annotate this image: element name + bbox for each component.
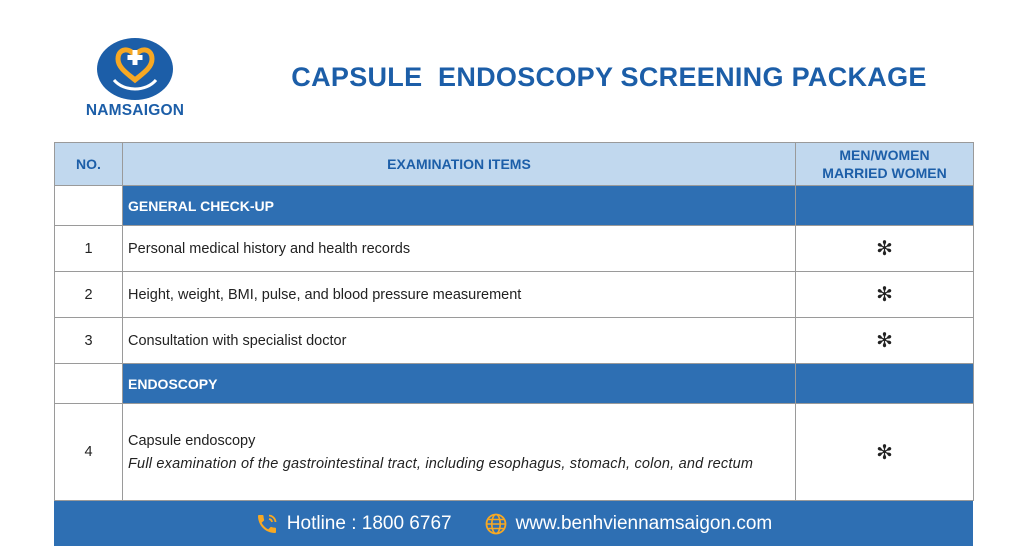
asterisk-icon: ✻ [796,272,974,318]
header-group-line1: MEN/WOMEN [839,147,930,163]
asterisk-icon: ✻ [796,226,974,272]
page-title: CAPSULE ENDOSCOPY SCREENING PACKAGE [291,62,927,92]
item-name: Consultation with specialist doctor [123,318,796,364]
brand-name: NAMSAIGON [85,102,185,119]
phone-icon [255,512,279,536]
table-row [55,272,974,318]
item-no: 2 [55,272,123,318]
table-header-row [55,143,974,186]
header-items: EXAMINATION ITEMS [123,143,796,186]
hotline-text: Hotline : 1800 6767 [286,512,452,534]
package-table [54,142,974,501]
item-name: Personal medical history and health records [123,226,796,272]
section-row-endoscopy [55,364,974,404]
section-label: ENDOSCOPY [123,364,796,404]
section-no-cell [55,364,123,404]
heart-cross-logo-icon [94,36,176,102]
asterisk-icon: ✻ [796,318,974,364]
item-name: Height, weight, BMI, pulse, and blood pressure measurement [123,272,796,318]
section-row-general [55,186,974,226]
item-name-cell [123,404,796,501]
footer-bar [54,501,973,546]
section-mark-cell [796,364,974,404]
header-group [796,143,974,186]
website-link[interactable] [484,512,773,536]
section-no-cell [55,186,123,226]
table-row [55,404,974,501]
item-name: Capsule endoscopy [128,432,256,449]
website-text: www.benhviennamsaigon.com [515,512,773,534]
section-label: GENERAL CHECK-UP [123,186,796,226]
item-description: Full examination of the gastrointestinal tract, including esophagus, stomach, colon, and rectum [128,455,754,472]
globe-icon [484,512,508,536]
item-no: 3 [55,318,123,364]
table-row [55,318,974,364]
header-no: NO. [55,143,123,186]
table-row [55,226,974,272]
hotline[interactable] [255,512,452,536]
asterisk-icon: ✻ [796,404,974,501]
item-no: 4 [55,404,123,501]
section-mark-cell [796,186,974,226]
header-group-line2: MARRIED WOMEN [822,165,947,181]
hospital-logo [76,36,194,126]
item-no: 1 [55,226,123,272]
